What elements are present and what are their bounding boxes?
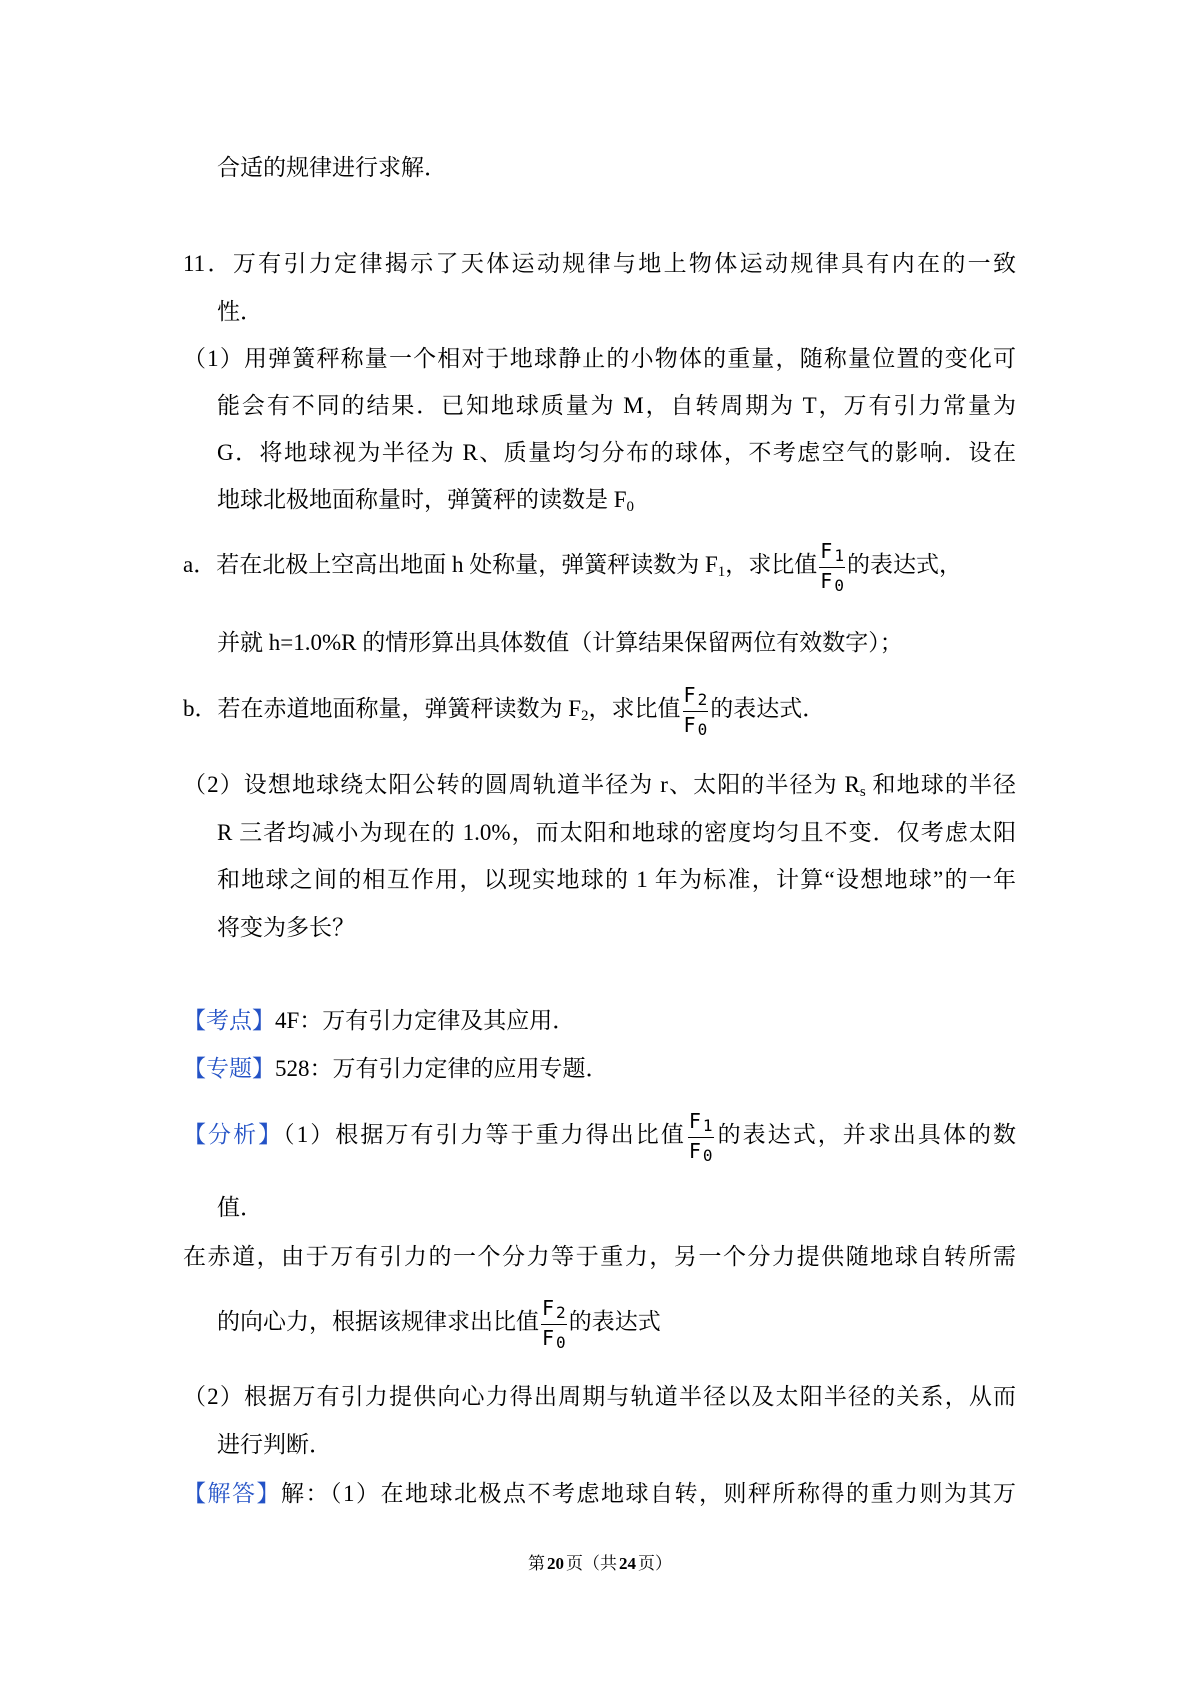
part1-label: （1） [183, 346, 244, 371]
fraction-bar [683, 711, 709, 712]
part1-text: 用弹簧秤称量一个相对于地球静止的小物体的重量，随称量位置的变化可 [244, 346, 1017, 371]
ratio-denominator [541, 1327, 567, 1351]
item-a-label: a． [183, 552, 217, 577]
analysis-part2-line-2: 进行判断． [217, 1432, 332, 1457]
ratio-numerator [541, 1297, 567, 1321]
previous-answer-tail: 合适的规律进行求解． [217, 155, 447, 180]
footer-suffix: 页） [638, 1554, 672, 1573]
analysis-equator-after: 的表达式 [568, 1309, 661, 1334]
ratio-numerator [688, 1110, 714, 1134]
denominator-symbol: F [820, 568, 833, 593]
key-point-label: 【考点】 [183, 1008, 275, 1033]
part2-text-before: 设想地球绕太阳公转的圆周轨道半径为 r、太阳的半径为 R [243, 772, 860, 797]
numerator-subscript: 2 [697, 689, 708, 709]
ratio-denominator [819, 570, 845, 594]
numerator-symbol: F [542, 1295, 555, 1320]
numerator-symbol: F [688, 1108, 701, 1133]
analysis-ratio-f1-over-f0 [688, 1110, 714, 1164]
answer-label: 【解答】 [183, 1481, 281, 1506]
denominator-symbol: F [688, 1138, 701, 1163]
part1-line-2: 能会有不同的结果．已知地球质量为 M，自转周期为 T，万有引力常量为 [217, 393, 1016, 418]
numerator-symbol: F [683, 682, 696, 707]
question-number: 11． [183, 251, 233, 276]
denominator-symbol: F [683, 712, 696, 737]
item-a-line-1 [183, 537, 1016, 593]
analysis-part1-before: 根据万有引力等于重力得出比值 [335, 1122, 686, 1147]
item-a-text-before: 若在北极上空高出地面 h 处称量，弹簧秤读数为 F [216, 552, 718, 577]
item-a-text-middle: ，求比值 [725, 552, 818, 577]
analysis-part1-after: 的表达式，并求出具体的数 [715, 1122, 1017, 1147]
analysis-part2-text: 根据万有引力提供向心力得出周期与轨道半径以及太阳半径的关系，从而 [244, 1384, 1017, 1409]
footer-prefix: 第 [528, 1554, 545, 1573]
fraction-bar [819, 567, 845, 568]
analysis-equator-line-1: 在赤道，由于万有引力的一个分力等于重力，另一个分力提供随地球自转所需 [183, 1244, 1016, 1269]
fraction-bar [688, 1137, 714, 1138]
item-a-reading-subscript: 1 [717, 564, 726, 580]
part1-line-4-text: 地球北极地面称量时，弹簧秤的读数是 F [217, 487, 627, 512]
part1-line-1 [183, 344, 1016, 374]
f0-subscript: 0 [626, 499, 635, 515]
ratio-numerator [819, 540, 845, 564]
footer-middle: 页（共 [566, 1554, 617, 1573]
rs-subscript: s [859, 784, 866, 800]
numerator-symbol: F [820, 538, 833, 563]
denominator-symbol: F [542, 1325, 555, 1350]
item-b-text-before: 若在赤道地面称量，弹簧秤读数为 F [217, 696, 582, 721]
item-b-text-middle: ，求比值 [588, 696, 681, 721]
ratio-denominator [683, 714, 709, 738]
answer-line-1 [183, 1479, 1016, 1509]
part2-text-after: 和地球的半径 [865, 772, 1017, 797]
question-stem-line-1 [183, 249, 1016, 279]
part1-line-3: G．将地球视为半径为 R、质量均匀分布的球体，不考虑空气的影响．设在 [217, 440, 1016, 465]
key-point-line [183, 1006, 1016, 1036]
ratio-numerator [683, 684, 709, 708]
ratio-f2-over-f0 [683, 684, 709, 738]
footer-page-number: 20 [547, 1554, 564, 1573]
topic-text: 528：万有引力定律的应用专题． [275, 1056, 609, 1081]
item-a-text-after: 的表达式， [846, 552, 962, 577]
part2-label: （2） [183, 772, 244, 797]
analysis-line-1 [183, 1107, 1016, 1163]
part2-line-1 [183, 770, 1016, 800]
analysis-part2-label: （2） [183, 1384, 244, 1409]
analysis-part1-label: （1） [283, 1122, 336, 1147]
part2-line-4: 将变为多长？ [217, 915, 355, 940]
footer-total-pages: 24 [619, 1554, 636, 1573]
numerator-subscript: 1 [702, 1115, 713, 1135]
item-b-label: b． [183, 696, 218, 721]
item-b-reading-subscript: 2 [581, 708, 589, 724]
part1-line-4 [217, 485, 1016, 515]
page-footer [0, 1553, 1200, 1575]
part2-line-2: R 三者均减小为现在的 1.0%，而太阳和地球的密度均匀且不变．仅考虑太阳 [217, 820, 1016, 845]
numerator-subscript: 1 [834, 545, 844, 565]
denominator-subscript: 0 [556, 1332, 566, 1352]
numerator-subscript: 2 [556, 1302, 566, 1322]
topic-line [183, 1054, 1016, 1084]
analysis-ratio-f2-over-f0 [541, 1297, 567, 1351]
denominator-subscript: 0 [697, 719, 708, 739]
item-a-line-2: 并就 h=1.0%R 的情形算出具体数值（计算结果保留两位有效数字）； [217, 630, 903, 655]
question-stem-line-2: 性． [217, 299, 263, 324]
analysis-line-2: 值． [217, 1195, 263, 1220]
analysis-part2-line-1 [183, 1382, 1016, 1412]
analysis-equator-line-2 [217, 1294, 1016, 1350]
analysis-equator-before: 的向心力，根据该规律求出比值 [217, 1309, 539, 1334]
ratio-f1-over-f0 [819, 540, 845, 594]
denominator-subscript: 0 [702, 1145, 713, 1165]
ratio-denominator [688, 1140, 714, 1164]
part2-line-3: 和地球之间的相互作用，以现实地球的 1 年为标准，计算“设想地球”的一年 [217, 867, 1016, 892]
item-b-text-after: 的表达式． [710, 696, 826, 721]
topic-label: 【专题】 [183, 1056, 275, 1081]
denominator-subscript: 0 [834, 575, 844, 595]
answer-text: 解：（1）在地球北极点不考虑地球自转，则秤所称得的重力则为其万 [281, 1481, 1016, 1506]
question-stem-text: 万有引力定律揭示了天体运动规律与地上物体运动规律具有内在的一致 [232, 251, 1016, 276]
analysis-label: 【分析】 [183, 1122, 284, 1147]
key-point-text: 4F：万有引力定律及其应用． [275, 1008, 576, 1033]
fraction-bar [541, 1324, 567, 1325]
item-b-line [183, 681, 1016, 737]
